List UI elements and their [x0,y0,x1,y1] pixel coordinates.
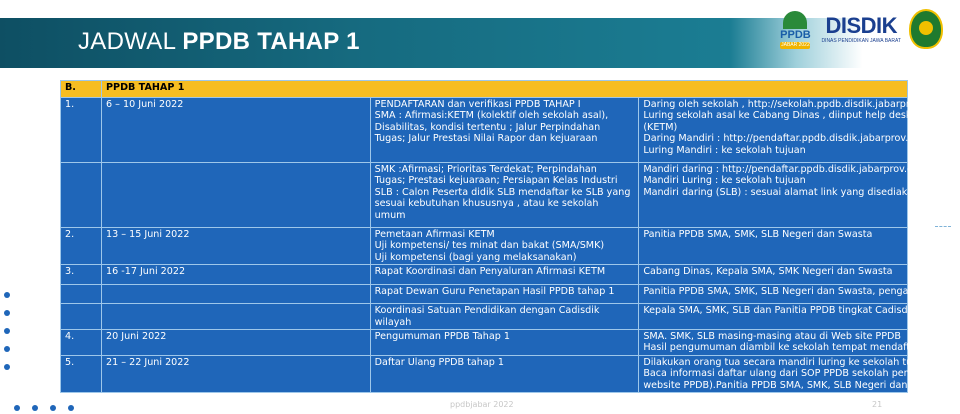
responsible-line: (KETM) [643,121,678,133]
row-responsible [639,284,928,303]
dot [4,364,10,370]
row-number [61,284,102,303]
dot [4,310,10,316]
row-responsible [639,228,908,265]
responsible-line: Mandiri Luring : ke sekolah tujuan [643,175,806,187]
activity-line: SMA : Afirmasi:KETM (kolektif oleh sekolah asal), [374,110,609,122]
table-row [61,329,908,355]
row-number: 2. [61,228,102,265]
row-responsible [639,355,950,392]
row-date [102,304,371,330]
responsible-line: website PPDB).Panitia PPDB SMA, SMK, SLB Negeri dan Swasta [643,379,945,391]
title-bold: PPDB TAHAP 1 [182,28,360,55]
dot [50,405,56,411]
ppdb-logo-text: PPDB [780,29,811,41]
activity-line: Uji kompetensi (bagi yang melaksanakan) [374,251,577,263]
left-dots-decoration [4,292,12,382]
row-number: 4. [61,329,102,355]
row-activity [370,304,639,330]
page-title [78,28,360,56]
dot [32,405,38,411]
header-section-code: B. [61,81,102,98]
row-activity [370,284,639,303]
activity-line: Pemetaan Afirmasi KETM [374,229,495,241]
row-activity [370,355,639,392]
activity-line: Tugas; Jalur Prestasi Nilai Rapor dan kejuaraan [374,133,598,145]
row-activity [370,329,639,355]
responsible-line: Hasil pengumuman diambil ke sekolah tempat mendaftar [643,342,920,354]
schedule-table [60,80,960,393]
row-responsible [639,98,960,163]
jabar-seal-icon [909,9,943,49]
row-date [102,163,371,228]
row-responsible [639,163,941,228]
footer-text: ppdbjabar 2022 [450,400,514,409]
responsible-line: Cabang Dinas, Kepala SMA, SMK Negeri dan Swasta [643,266,893,278]
row-number: 3. [61,265,102,284]
responsible-line: Mandiri daring : http://pendaftar.ppdb.disdik.jabarprov.go.id [643,164,931,176]
row-date: 13 – 15 Juni 2022 [102,228,371,265]
row-date: 6 – 10 Juni 2022 [102,98,371,163]
responsible-line: Dilakukan orang tua secara mandiri luring ke sekolah tujuan ( [643,356,940,368]
logo-group [777,4,943,54]
activity-line: umum [374,209,406,221]
bottom-dots-decoration [14,405,74,411]
responsible-line: Kepala SMA, SMK, SLB dan Panitia PPDB tingkat Cadisdik Wilayah [643,305,957,317]
row-spacer [375,145,635,150]
dot [68,405,74,411]
responsible-line: Baca informasi daftar ulang dari SOP PPDB sekolah penerima di [643,368,950,380]
responsible-line: Luring sekolah asal ke Cabang Dinas , diinput help desk ke sistem [643,110,960,122]
activity-line: SLB : Calon Peserta didik SLB mendaftar ke SLB yang [374,186,631,198]
activity-line: wilayah [374,316,412,328]
row-number: 5. [61,355,102,392]
row-responsible [639,304,957,330]
activity-line: Disabilitas, kondisi tertentu ; Jalur Perpindahan [374,121,601,133]
dot [4,292,10,298]
activity-line: Pengumuman PPDB Tahap 1 [374,330,510,342]
row-activity [370,265,639,284]
row-spacer [375,297,635,302]
row-spacer [643,297,903,302]
row-responsible [639,265,908,284]
activity-line: Uji kompetensi/ tes minat dan bakat (SMA/SMK) [374,240,605,252]
building-icon [783,11,807,29]
schedule-table-container [60,80,960,393]
row-activity [370,98,639,163]
table-row [61,304,908,330]
row-activity [370,163,639,228]
activity-line: sesuai kebutuhan khususnya , atau ke sekolah [374,198,599,210]
responsible-line: Panitia PPDB SMA, SMK, SLB Negeri dan Swasta, pengawas [643,285,928,297]
activity-line: SMK :Afirmasi; Prioritas Terdekat; Perpindahan [374,164,597,176]
row-date: 20 Juni 2022 [102,329,371,355]
disdik-logo-text: DISDIK [825,13,897,38]
row-activity [370,228,639,265]
activity-line: Rapat Dewan Guru Penetapan Hasil PPDB tahap 1 [374,285,615,297]
dot [4,328,10,334]
table-row [61,265,908,284]
dot [14,405,20,411]
disdik-logo [821,14,901,44]
activity-line: Tugas; Prestasi kejuaraan; Persiapan Kelas Industri [374,175,618,187]
right-dash-decoration [935,226,951,227]
dot [4,346,10,352]
row-spacer [375,278,635,283]
responsible-line: Daring oleh sekolah , http://sekolah.ppdb.disdik.jabarprov.go.id [643,99,948,110]
row-date: 16 -17 Juni 2022 [102,265,371,284]
activity-line: Daftar Ulang PPDB tahap 1 [374,356,504,368]
header-section-title: PPDB TAHAP 1 [102,81,908,98]
activity-line: PENDAFTARAN dan verifikasi PPDB TAHAP I [374,99,581,110]
table-row [61,284,908,303]
row-number [61,304,102,330]
activity-line: Koordinasi Satuan Pendidikan dengan Cadisdik [374,305,600,317]
ppdb-logo-subtext: JABAR 2022 [781,42,810,48]
table-row [61,98,908,163]
row-spacer [643,278,903,283]
row-responsible [639,329,920,355]
responsible-line: Mandiri daring (SLB) : sesuai alamat link yang disediakan SLB [643,186,941,198]
title-prefix: JADWAL [78,28,183,55]
responsible-line: Luring Mandiri : ke sekolah tujuan [643,144,806,156]
row-spacer [643,156,903,161]
table-row [61,163,908,228]
table-header-row [61,81,908,98]
row-date [102,284,371,303]
activity-line: Rapat Koordinasi dan Penyaluran Afirmasi KETM [374,266,606,278]
row-number: 1. [61,98,102,163]
ppdb-logo [777,7,813,51]
table-row [61,228,908,265]
row-date: 21 – 22 Juni 2022 [102,355,371,392]
responsible-line: Daring Mandiri : http://pendaftar.ppdb.disdik.jabarprov.go.id [643,133,932,145]
responsible-line: Panitia PPDB SMA, SMK, SLB Negeri dan Swasta [643,229,873,241]
page-number: 21 [872,400,883,409]
row-spacer [375,221,635,226]
row-spacer [643,198,903,203]
table-row [61,355,908,392]
responsible-line: SMA. SMK, SLB masing-masing atau di Web site PPDB [643,330,901,342]
row-number [61,163,102,228]
disdik-logo-tagline: DINAS PENDIDIKAN JAWA BARAT [821,38,901,44]
